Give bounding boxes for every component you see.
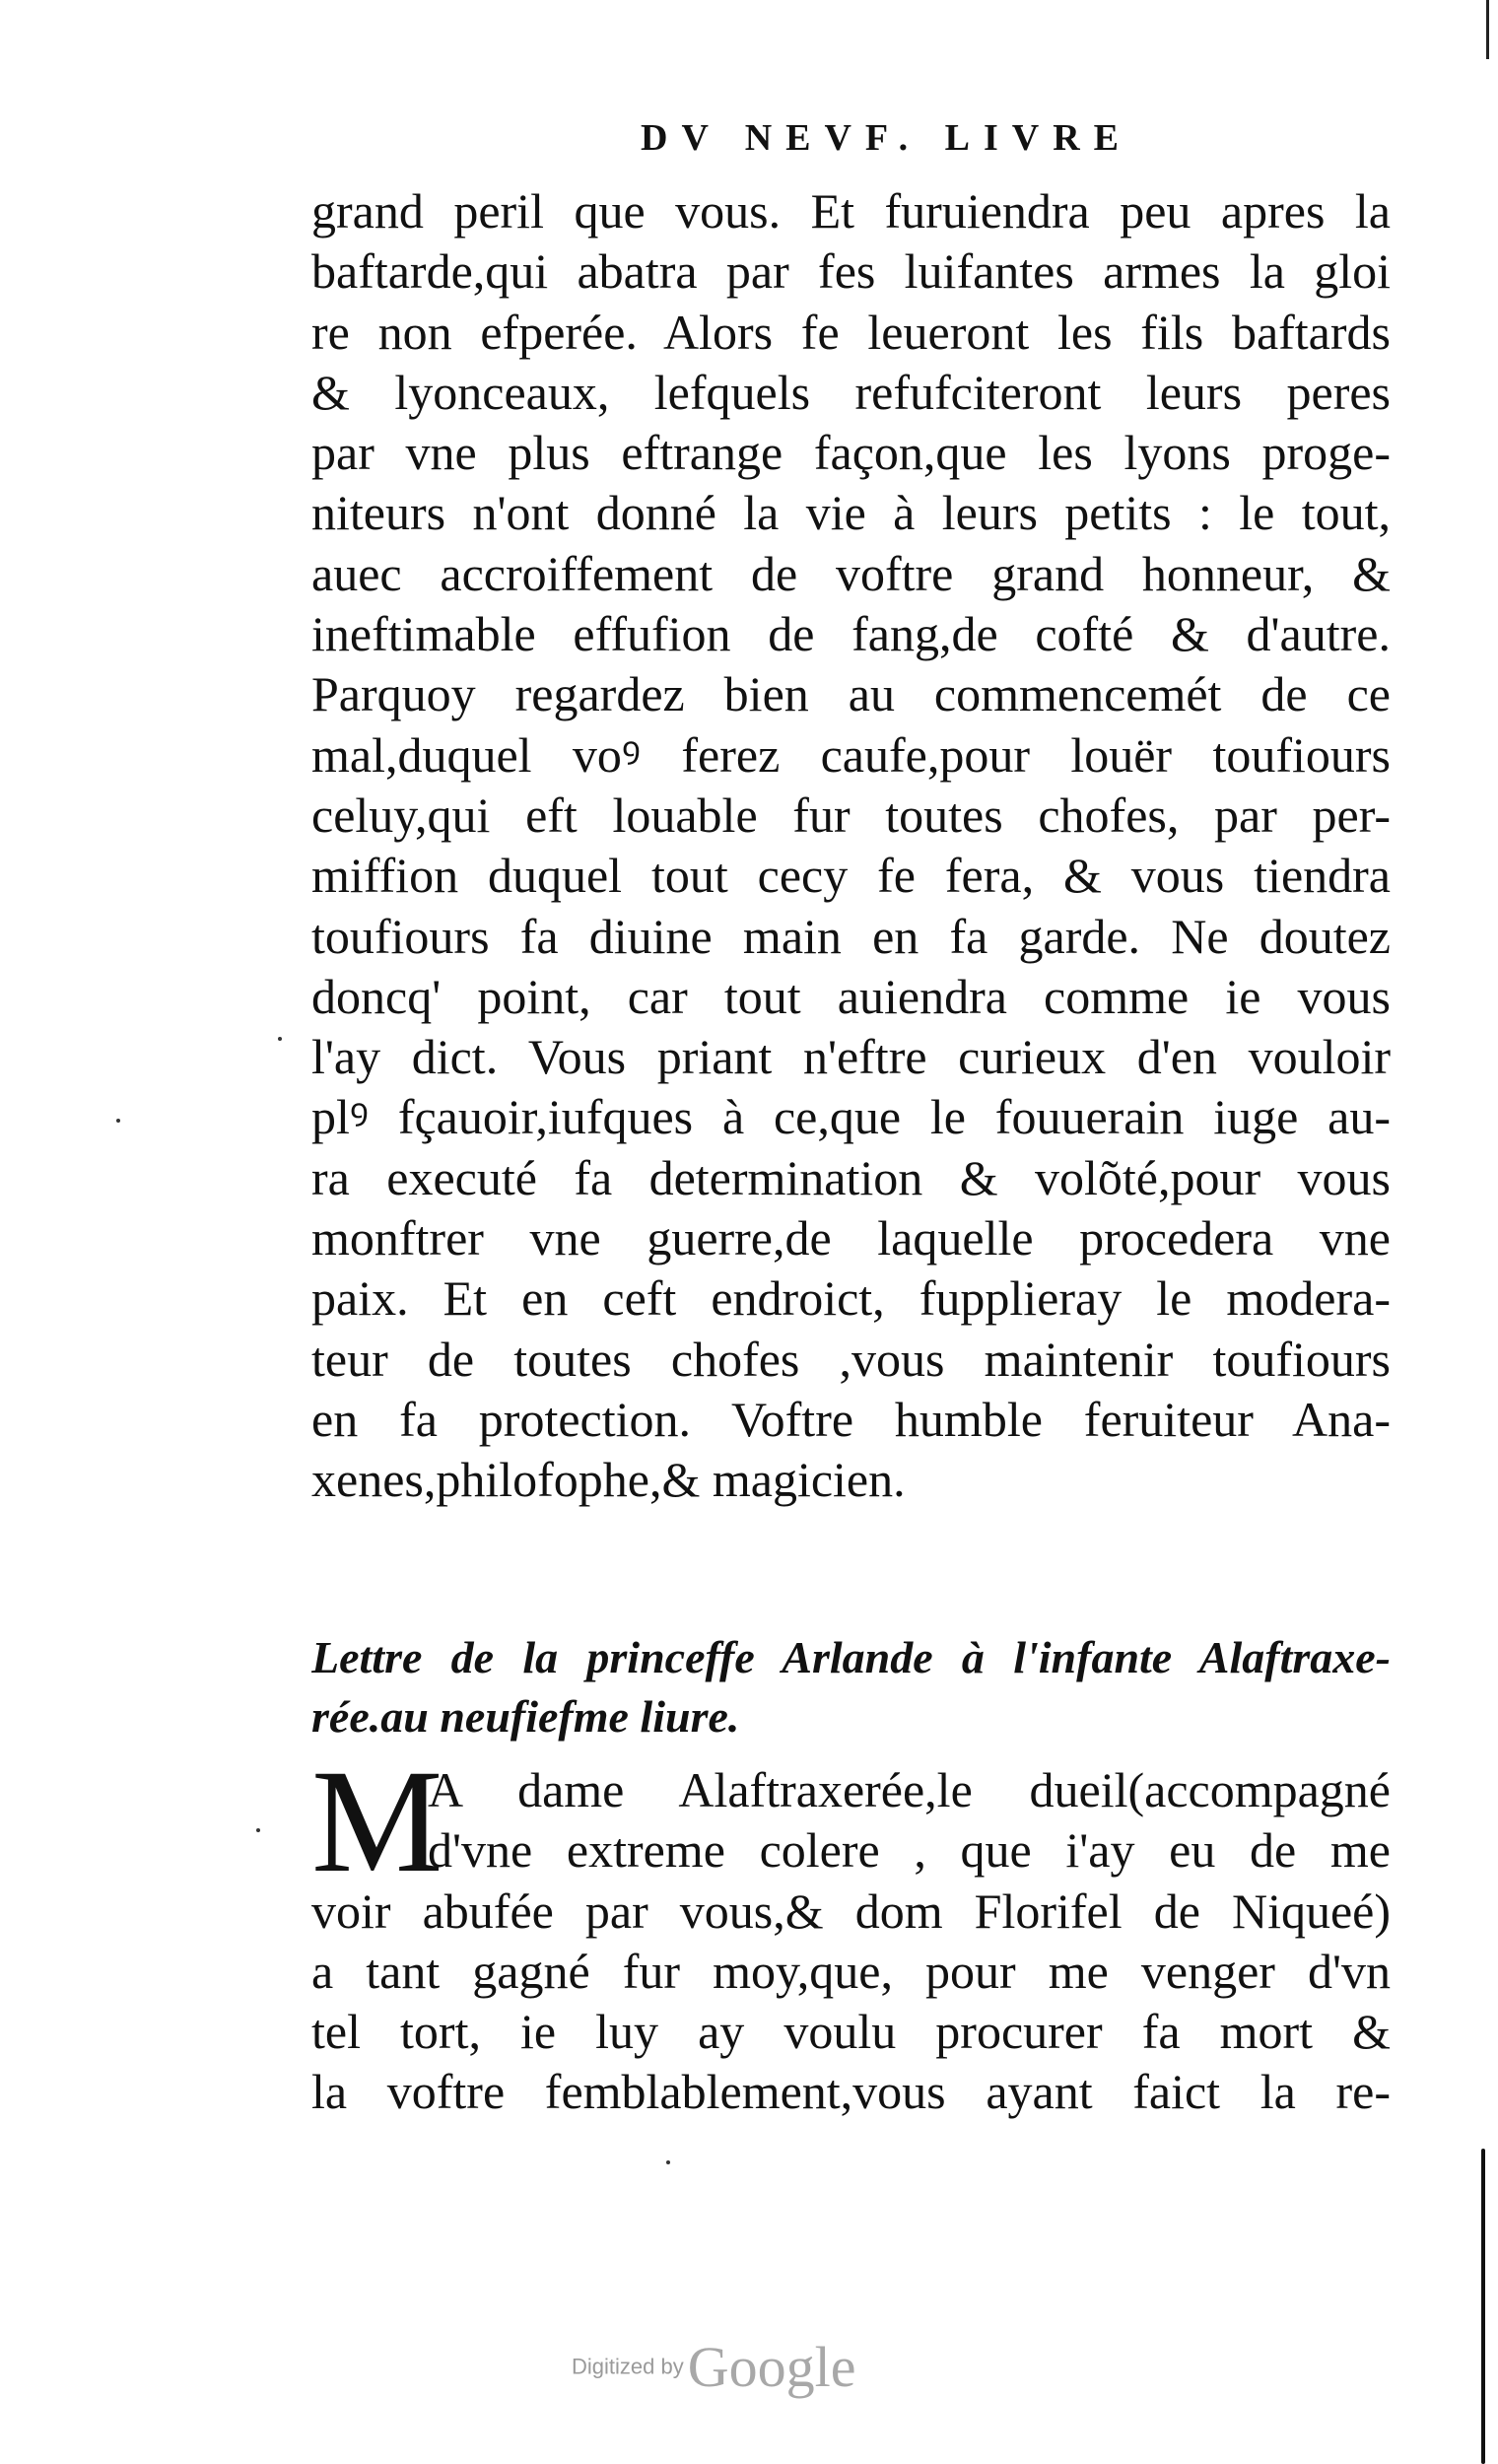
digitization-watermark <box>572 2334 946 2400</box>
body-line: auec accroiffement de voftre grand honneur, & <box>311 545 1391 601</box>
body-line: teur de toutes chofes ,vous maintenir toufiours <box>311 1331 1391 1387</box>
drop-cap: M <box>311 1740 443 1903</box>
ink-speck <box>256 1828 260 1832</box>
letter-line: la voftre femblablement,vous ayant faict la re- <box>311 2064 1391 2120</box>
page-edge-top <box>1486 0 1489 59</box>
body-line: l'ay dict. Vous priant n'eftre curieux d'en vouloir <box>311 1029 1391 1085</box>
running-head: DV NEVF. LIVRE <box>641 117 1133 159</box>
letter-line: a tant gagné fur moy,que, pour me venger d'vn <box>311 1943 1391 1999</box>
ink-speck <box>278 1037 282 1041</box>
body-line: celuy,qui eft louable fur toutes chofes, par per- <box>311 787 1391 843</box>
body-line: toufiours fa diuine main en fa garde. Ne doutez <box>311 908 1391 964</box>
body-line: doncq' point, car tout auiendra comme ie vous <box>311 968 1391 1024</box>
body-line: mal,duquel voꝰ ferez caufe,pour louër toufiours <box>311 726 1391 783</box>
body-line: ineftimable effufion de fang,de cofté & d'autre. <box>311 606 1391 662</box>
letter-line: A dame Alaftraxerée,le dueil(accompagné <box>428 1762 1391 1817</box>
body-line: niteurs n'ont donné la vie à leurs petits : le tout, <box>311 485 1391 541</box>
body-line: re non efperée. Alors fe leueront les fils baftards <box>311 304 1391 360</box>
body-line: monftrer vne guerre,de laquelle procedera vne <box>311 1210 1391 1266</box>
letter-heading-line: Lettre de la princeffe Arlande à l'infante Alaftraxe- <box>311 1632 1391 1682</box>
body-line: par vne plus eftrange façon,que les lyons proge- <box>311 425 1391 481</box>
google-logo: Google <box>687 2335 856 2399</box>
body-line: paix. Et en ceft endroict, fupplieray le modera- <box>311 1270 1391 1327</box>
body-line: & lyonceaux, lefquels refufciteront leurs peres <box>311 364 1391 420</box>
body-line: grand peril que vous. Et furuiendra peu apres la <box>311 183 1391 239</box>
ink-speck <box>116 1119 120 1123</box>
letter-line: voir abufée par vous,& dom Florifel de Niqueé) <box>311 1882 1391 1939</box>
letter-text <box>311 1740 1391 2123</box>
body-line: Parquoy regardez bien au commencemét de ce <box>311 666 1391 722</box>
letter-line: d'vne extreme colere , que i'ay eu de me <box>428 1822 1391 1879</box>
body-line: xenes,philofophe,& magicien. <box>311 1452 906 1508</box>
body-line: plꝰ fçauoir,iufques à ce,que le fouuerain iuge au- <box>311 1089 1391 1145</box>
ink-speck <box>666 2160 670 2164</box>
body-line: en fa protection. Voftre humble feruiteur Ana- <box>311 1391 1391 1447</box>
body-line: ra executé fa determination & volõté,pour vous <box>311 1149 1391 1205</box>
body-text <box>311 181 1391 1511</box>
body-line: miffion duquel tout cecy fe fera, & vous tiendra <box>311 848 1391 904</box>
page-edge-bottom <box>1481 2149 1485 2464</box>
digitized-label: Digitized by <box>572 2354 684 2379</box>
letter-line: tel tort, ie luy ay voulu procurer fa mort & <box>311 2004 1391 2060</box>
body-line: baftarde,qui abatra par fes luifantes armes la gloi <box>311 243 1391 300</box>
letter-heading-line: rée.au neufiefme liure. <box>311 1691 740 1742</box>
letter-heading <box>311 1628 1391 1746</box>
